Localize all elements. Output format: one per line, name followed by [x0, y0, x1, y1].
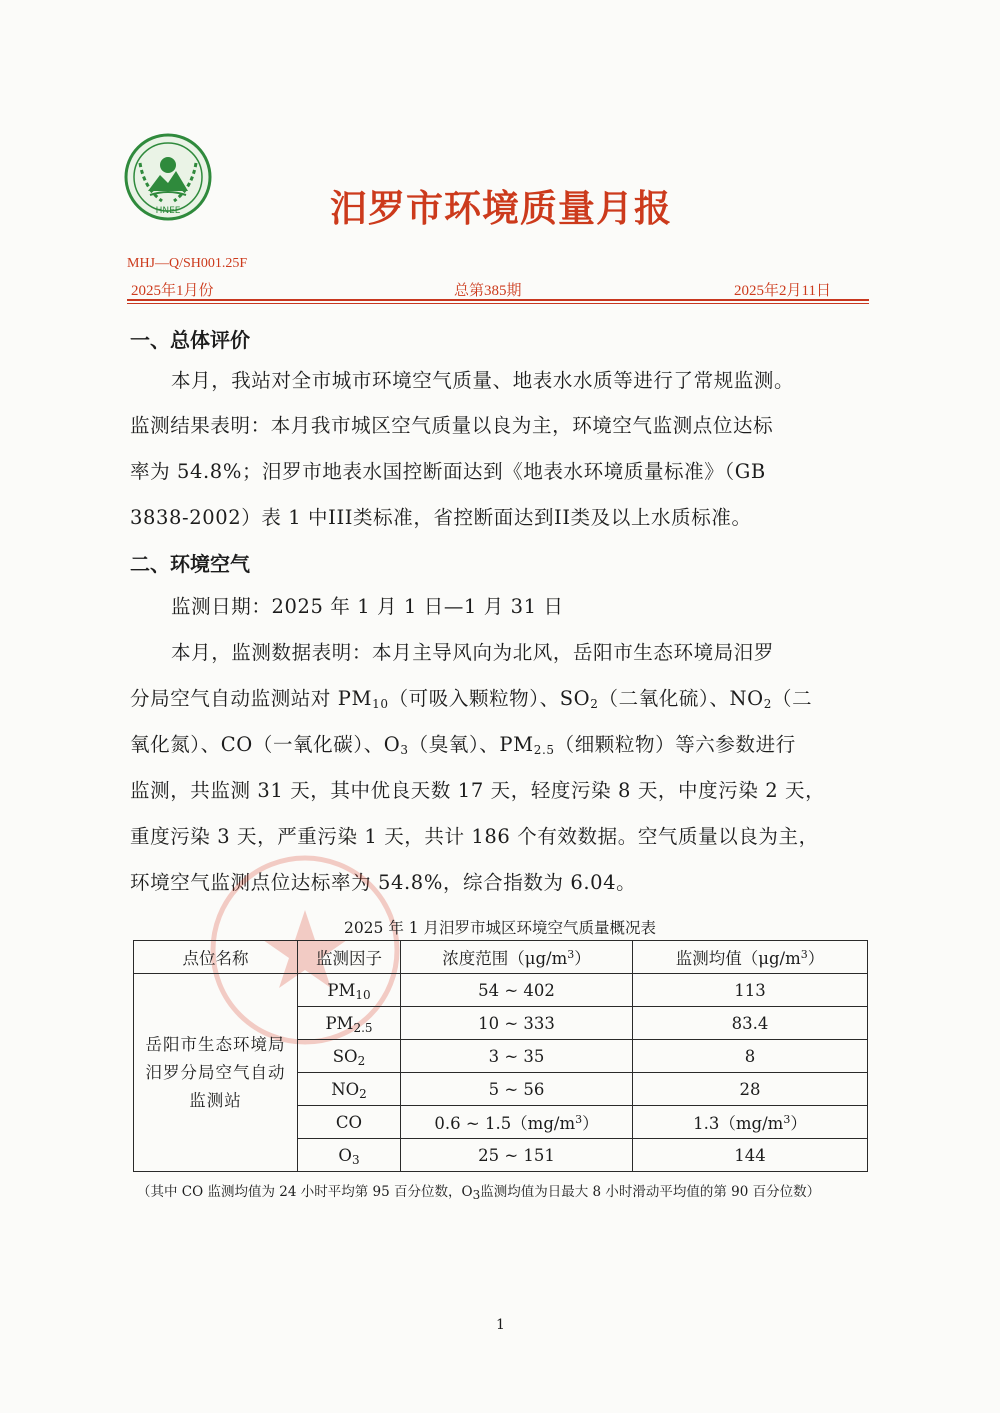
range-cell: 10 ~ 333: [401, 1007, 633, 1040]
issue-number: 总第385期: [454, 283, 522, 299]
paragraph-line: 重度污染 3 天，严重污染 1 天，共计 186 个有效数据。空气质量以良为主，: [130, 825, 819, 848]
mean-cell: 8: [633, 1040, 868, 1073]
table-note: （其中 CO 监测均值为 24 小时平均第 95 百分位数，$O_3$监测均值为日最大 8 小时滑动平均值的第 90 百分位数）: [137, 1184, 821, 1202]
header-rule-thin: [127, 303, 869, 304]
mean-cell: $1.3(mg/m^3)$: [633, 1106, 868, 1139]
section-heading-air: 二、环境空气: [130, 552, 250, 576]
col-header-range: 浓度范围$(\mu g/m^3)$: [401, 941, 633, 974]
report-title: 汨罗市环境质量月报: [330, 187, 672, 230]
factor-cell: $SO_2$: [298, 1040, 401, 1073]
page-number: 1: [496, 1317, 505, 1333]
logo-text: HNEE: [155, 206, 181, 216]
header-rule: [127, 299, 869, 301]
factor-cell: $NO_2$: [298, 1073, 401, 1106]
col-header-mean: 监测均值$(\mu g/m^3)$: [633, 941, 868, 974]
publish-date: 2025年2月11日: [734, 283, 831, 299]
table-caption: 2025 年 1 月汨罗市城区环境空气质量概况表: [343, 919, 657, 937]
mean-cell: 144: [633, 1139, 868, 1172]
paragraph-line: 分局空气自动监测站对 $PM_{10}$（可吸入颗粒物）、$SO_2$（二氧化硫）、$NO_2$（二: [130, 687, 813, 711]
mean-cell: 113: [633, 974, 868, 1007]
paragraph-line: 监测结果表明：本月我市城区空气质量以良为主，环境空气监测点位达标: [130, 414, 774, 437]
factor-cell: $PM_{10}$: [298, 974, 401, 1007]
paragraph-line: 3838-2002）表 1 中III类标准，省控断面达到II类及以上水质标准。: [130, 506, 752, 529]
range-cell: 0.6 ~ $1.5(mg/m^3)$: [401, 1106, 633, 1139]
air-quality-table: [133, 940, 868, 1172]
factor-cell: $PM_{2.5}$: [298, 1007, 401, 1040]
mean-cell: 28: [633, 1073, 868, 1106]
report-month: 2025年1月份: [131, 283, 214, 299]
table-header-row: [134, 941, 868, 974]
paragraph-line: 本月，我站对全市城市环境空气质量、地表水水质等进行了常规监测。: [171, 369, 795, 392]
range-cell: 5 ~ 56: [401, 1073, 633, 1106]
paragraph-line: 率为 54.8%；汨罗市地表水国控断面达到《地表水环境质量标准》（GB: [130, 460, 766, 483]
mean-cell: 83.4: [633, 1007, 868, 1040]
hnee-logo: [124, 133, 212, 221]
monitoring-date: 监测日期：2025 年 1 月 1 日—1 月 31 日: [171, 595, 564, 618]
range-cell: 54 ~ 402: [401, 974, 633, 1007]
doc-code: MHJ—Q/SH001.25F: [127, 256, 248, 271]
col-header-factor: 监测因子: [298, 941, 401, 974]
section-heading-overall: 一、总体评价: [130, 328, 250, 352]
range-cell: 25 ~ 151: [401, 1139, 633, 1172]
factor-cell: $O_3$: [298, 1139, 401, 1172]
paragraph-line: 监测，共监测 31 天，其中优良天数 17 天，轻度污染 8 天，中度污染 2 天，: [130, 779, 826, 802]
table-row: [134, 974, 868, 1007]
range-cell: 3 ~ 35: [401, 1040, 633, 1073]
paragraph-line: 本月，监测数据表明：本月主导风向为北风，岳阳市生态环境局汨罗: [171, 641, 775, 664]
factor-cell: CO: [298, 1106, 401, 1139]
paragraph-line: 环境空气监测点位达标率为 54.8%，综合指数为 6.04。: [130, 871, 637, 894]
station-name: 岳阳市生态环境局汨罗分局空气自动监测站: [134, 974, 298, 1172]
col-header-station: 点位名称: [134, 941, 298, 974]
paragraph-line: 氧化氮）、CO（一氧化碳）、$O_3$（臭氧）、$PM_{2.5}$（细颗粒物）等六参数进行: [130, 733, 796, 757]
